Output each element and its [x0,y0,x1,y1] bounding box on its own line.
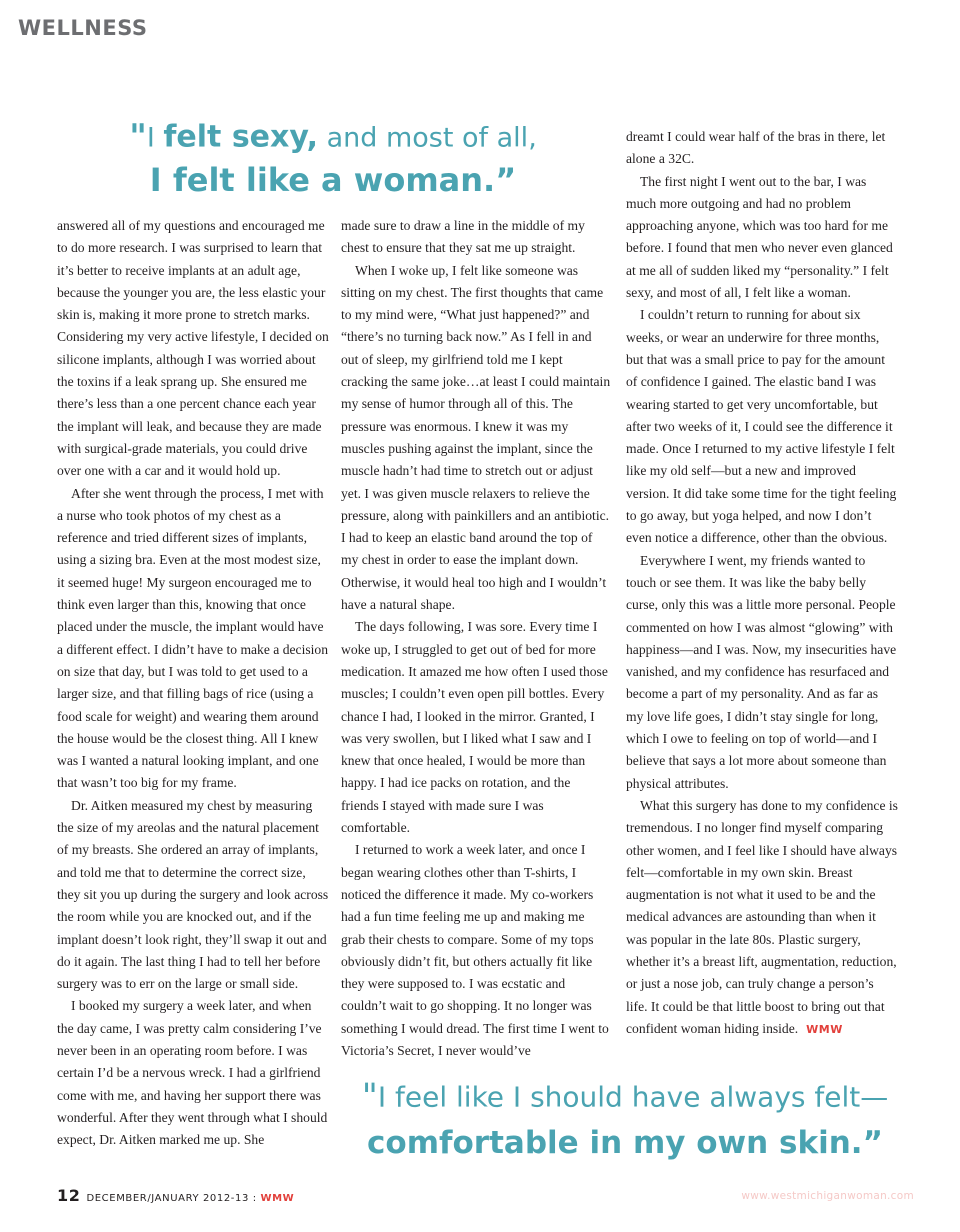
pull-quote-emphasis: felt sexy, [163,119,319,155]
pull-quote-line2: comfortable in my own skin.” [367,1124,883,1161]
paragraph: The days following, I was sore. Every time I woke up, I struggled to get out of bed for more medication. It amazed me how often I used those muscles; I couldn’t even open pill bottles. Every chance I had, I looked in the mirror. Granted, I was very swollen, but I liked what I saw and I knew that once healed, I would be more than happy. I had ice packs on rotation, and the friends I stayed with made sure I was comfortable. [341,619,608,836]
open-quote-mark: " [129,117,147,156]
paragraph: answered all of my questions and encouraged me to do more research. I was surprised to learn that it’s better to receive implants at an adult age, because the younger you are, the less elastic your skin is, making it more prone to stretch marks. Considering my very active lifestyle, I decided on silicone implants, although I was worried about the toxins if a leak sprang up. She ensured me there’s less than a one percent chance each year the implant will leak, and because they are made with surgical-grade materials, you could drive over one with a car and it would hold up. [57,218,329,479]
article-column-1 [57,215,329,1151]
paragraph: Dr. Aitken measured my chest by measuring the size of my areolas and the natural placement of my breasts. She ordered an array of implants, and told me that to determine the correct size, they sit you up during the surgery and look across the room while you are knocked out, and if the implant doesn’t look right, they’ll swap it out and do it again. The last thing I had to tell her before surgery was to err on the large or small side. [57,797,329,992]
paragraph: Everywhere I went, my friends wanted to touch or see them. It was like the baby belly curse, only this was a little more personal. People commented on how I was almost “glowing” with happiness—and I was. Now, my insecurities have vanished, and my confidence has resurfaced and become a part of my personality. And as far as my love life goes, I didn’t stay single for long, which I owe to feeling on top of world—and I believe that says a lot more about someone than physical attributes. [626,552,897,791]
paragraph-text: What this surgery has done to my confidence is tremendous. I no longer find myself comparing other women, and I feel like I should have always felt—comfortable in my own skin. Breast augmentation is not what it used to be and the medical advances are astounding than when it was popular in the late 80s. Plastic surgery, whether it’s a breast lift, augmentation, reduction, or just a nose job, can truly change a person’s life. It could be that little boost to bring out that confident woman hiding inside. [626,797,898,1036]
issue-date: DECEMBER/JANUARY 2012-13 : [86,1193,261,1204]
section-label: WELLNESS [18,16,148,40]
pull-quote-line2: I felt like a woman.” [149,161,517,200]
pull-quote-bottom [330,1076,920,1163]
pull-quote-line1-rest: and most of all, [318,122,537,154]
paragraph: dreamt I could wear half of the bras in there, let alone a 32C. [626,129,886,167]
brand-mark: WMW [260,1193,295,1204]
open-quote-mark: " [361,1077,378,1117]
article-column-2 [341,215,611,1062]
paragraph: I booked my surgery a week later, and when the day came, I was pretty calm considering I’ve never been in an operating room before. I was certain I’d be a nervous wreck. I had a girlfriend come with me, and having her support there was wonderful. After they went through what I should expect, Dr. Aitken marked me up. She [57,998,328,1148]
pull-quote-lead: I [146,122,164,154]
paragraph: I couldn’t return to running for about six weeks, or wear an underwire for three months, but that was a small price to pay for the amount of confidence I gained. The elastic band I was wearing started to get very uncomfortable, but after two weeks of it, I could see the difference it made. Once I returned to my active lifestyle I felt like my old self—but a new and improved version. It did take some time for the tight feeling to go away, but yoga helped, and now I don’t even notice a difference, other than the obvious. [626,307,897,546]
paragraph: After she went through the process, I met with a nurse who took photos of my chest as a reference and tried different sizes of implants, using a sizing bra. Even at the most modest size, it seemed huge! My surgeon encouraged me to think even larger than this, knowing that once placed under the muscle, the implant would have a different effect. I didn’t have to make a decision on size that day, but I was told to get used to a larger size, and that filling bags of rice (using a food scale for weight) and wearing them around the house would be the closest thing. All I knew was I wanted a natural looking implant, and one that wasn’t too big for my frame. [57,485,329,791]
pull-quote-line1: I feel like I should have always felt— [377,1080,889,1114]
end-mark: WMW [806,1022,843,1036]
footer-folio [57,1186,294,1205]
paragraph: When I woke up, I felt like someone was sitting on my chest. The first thoughts that came to my mind were, “What just happened?” and “there’s no turning back now.” As I fell in and out of sleep, my girlfriend told me I kept cracking the same joke…at least I could maintain my sense of humor through all of this. The pressure was enormous. I knew it was my muscles pushing against the implant, since the muscle hadn’t had time to stretch out or adjust yet. I was given muscle relaxers to relieve the pressure, along with painkillers and an antibiotic. I had to keep an elastic band around the top of my chest in order to ease the implant down. Otherwise, it would heal too high and I wouldn’t have a natural shape. [341,262,611,613]
paragraph-last [626,795,898,1041]
paragraph: made sure to draw a line in the middle of my chest to ensure that they sat me up straight. [341,218,585,256]
paragraph: The first night I went out to the bar, I was much more outgoing and had no problem approaching anyone, which was too hard for me before. I found that men who never even glanced at me all of sudden liked my “personality.” I felt sexy, and most of all, I felt like a woman. [626,173,893,301]
footer-url: www.westmichiganwoman.com [741,1190,914,1202]
paragraph: I returned to work a week later, and once I began wearing clothes other than T-shirts, I noticed the difference it made. My co-workers had a fun time feeling me up and making me grab their chests to compare. Some of my tops obviously didn’t fit, but others actually fit like they were supposed to. I was ecstatic and couldn’t wait to go shopping. It no longer was something I would dread. The first time I went to Victoria’s Secret, I never would’ve [341,842,609,1058]
pull-quote-top [60,116,606,200]
page-number: 12 [57,1186,81,1205]
article-column-3 [626,126,898,1041]
